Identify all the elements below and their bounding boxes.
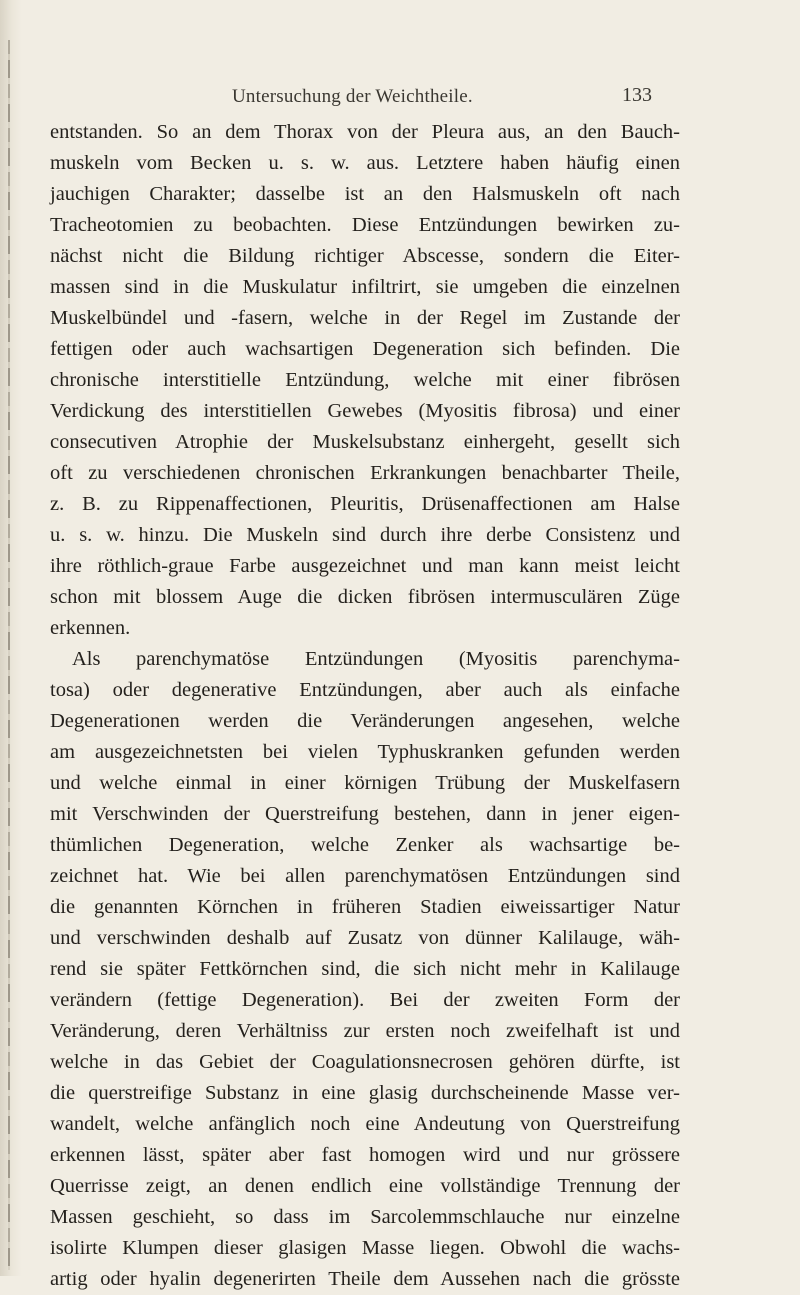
text-line: Querrisse zeigt, an denen endlich eine vollständige Trennung der (50, 1175, 680, 1197)
text-line: Muskelbündel und -fasern, welche in der Regel im Zustande der (50, 307, 680, 329)
running-head: Untersuchung der Weichtheile. (232, 86, 473, 107)
text-line: Tracheotomien zu beobachten. Diese Entzündungen bewirken zu- (50, 214, 680, 236)
binding-edge (8, 40, 10, 1270)
text-line: massen sind in die Muskulatur infiltrirt, sie umgeben die einzelnen (50, 276, 680, 298)
text-line: die genannten Körnchen in früheren Stadien eiweissartiger Natur (50, 896, 680, 918)
paragraph-start-line: Als parenchymatöse Entzündungen (Myositis parenchyma- (72, 648, 680, 670)
text-line: und verschwinden deshalb auf Zusatz von dünner Kalilauge, wäh- (50, 927, 680, 949)
text-line: rend sie später Fettkörnchen sind, die sich nicht mehr in Kalilauge (50, 958, 680, 980)
page-header (0, 84, 800, 112)
text-line: thümlichen Degeneration, welche Zenker als wachsartige be- (50, 834, 680, 856)
text-line: consecutiven Atrophie der Muskelsubstanz einhergeht, gesellt sich (50, 431, 680, 453)
text-line: z. B. zu Rippenaffectionen, Pleuritis, Drüsenaffectionen am Halse (50, 493, 680, 515)
text-line: erkennen lässt, später aber fast homogen wird und nur grössere (50, 1144, 680, 1166)
text-line: Degenerationen werden die Veränderungen angesehen, welche (50, 710, 680, 732)
text-line: artig oder hyalin degenerirten Theile dem Aussehen nach die grösste (50, 1268, 680, 1290)
page-number: 133 (622, 84, 652, 106)
text-line: fettigen oder auch wachsartigen Degeneration sich befinden. Die (50, 338, 680, 360)
text-line: die querstreifige Substanz in eine glasig durchscheinende Masse ver- (50, 1082, 680, 1104)
text-line: muskeln vom Becken u. s. w. aus. Letztere haben häufig einen (50, 152, 680, 174)
text-line: chronische interstitielle Entzündung, welche mit einer fibrösen (50, 369, 680, 391)
body-text (50, 117, 680, 1295)
text-line: mit Verschwinden der Querstreifung bestehen, dann in jener eigen- (50, 803, 680, 825)
text-line: isolirte Klumpen dieser glasigen Masse liegen. Obwohl die wachs- (50, 1237, 680, 1259)
page-gutter-shadow (0, 0, 22, 1276)
text-line: am ausgezeichnetsten bei vielen Typhuskranken gefunden werden (50, 741, 680, 763)
text-line: tosa) oder degenerative Entzündungen, aber auch als einfache (50, 679, 680, 701)
text-line: oft zu verschiedenen chronischen Erkrankungen benachbarter Theile, (50, 462, 680, 484)
text-line: verändern (fettige Degeneration). Bei der zweiten Form der (50, 989, 680, 1011)
text-line: ihre röthlich-graue Farbe ausgezeichnet und man kann meist leicht (50, 555, 680, 577)
text-line: welche in das Gebiet der Coagulationsnecrosen gehören dürfte, ist (50, 1051, 680, 1073)
text-line: nächst nicht die Bildung richtiger Abscesse, sondern die Eiter- (50, 245, 680, 267)
text-line: und welche einmal in einer körnigen Trübung der Muskelfasern (50, 772, 680, 794)
text-line: entstanden. So an dem Thorax von der Pleura aus, an den Bauch- (50, 121, 680, 143)
paragraph-end-line: erkennen. (50, 617, 131, 639)
text-line: Verdickung des interstitiellen Gewebes (Myositis fibrosa) und einer (50, 400, 680, 422)
text-line: Veränderung, deren Verhältniss zur ersten noch zweifelhaft ist und (50, 1020, 680, 1042)
text-line: jauchigen Charakter; dasselbe ist an den Halsmuskeln oft nach (50, 183, 680, 205)
text-line: wandelt, welche anfänglich noch eine Andeutung von Querstreifung (50, 1113, 680, 1135)
text-line: zeichnet hat. Wie bei allen parenchymatösen Entzündungen sind (50, 865, 680, 887)
text-line: u. s. w. hinzu. Die Muskeln sind durch ihre derbe Consistenz und (50, 524, 680, 546)
text-line: schon mit blossem Auge die dicken fibrösen intermusculären Züge (50, 586, 680, 608)
text-line: Massen geschieht, so dass im Sarcolemmschlauche nur einzelne (50, 1206, 680, 1228)
